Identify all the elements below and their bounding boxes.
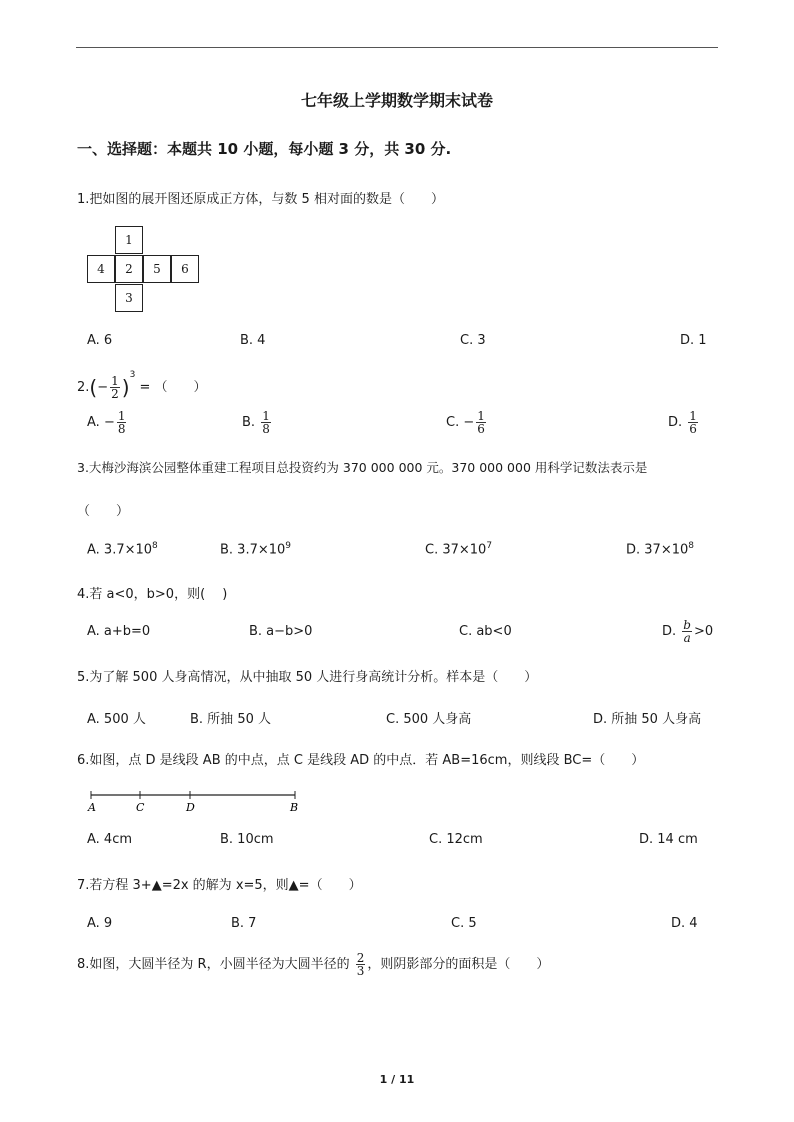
section-heading: 一、选择题：本题共 10 小题，每小题 3 分，共 30 分.	[77, 140, 452, 158]
q2-option-c[interactable]: C. − $\frac{1}{6}$	[446, 409, 485, 436]
q7-option-b[interactable]: B. 7	[231, 916, 257, 931]
label-c: C	[136, 801, 145, 814]
q5-option-c[interactable]: C. 500 人身高	[386, 712, 472, 727]
q3-option-a[interactable]: A. $3.7\times 10^8$	[87, 541, 158, 558]
q1-option-d[interactable]: D. 1	[680, 333, 707, 348]
net-cell-5: 5	[143, 255, 171, 283]
q1-option-b[interactable]: B. 4	[240, 333, 266, 348]
page-title: 七年级上学期数学期末试卷	[300, 91, 493, 110]
q2-exponent: 3	[129, 370, 136, 380]
header-rule	[76, 47, 718, 48]
label-b: B	[290, 801, 299, 814]
q4-option-d[interactable]: D. $\frac{b}{a}$ >0	[662, 618, 714, 645]
q6-option-c[interactable]: C. 12cm	[429, 832, 483, 847]
page-number: 1 / 11	[379, 1073, 415, 1086]
question-3-stem-cont: （ ）	[77, 504, 130, 519]
q2-option-b[interactable]: B. $\frac{1}{8}$	[242, 409, 270, 436]
net-cell-4: 4	[87, 255, 115, 283]
question-2-stem: 2.(− $\frac{1}{2}$ )$^3$ = （ ）	[77, 370, 207, 401]
right-paren: )	[121, 375, 130, 400]
label-a: A	[88, 801, 96, 814]
q1-option-c[interactable]: C. 3	[460, 333, 486, 348]
q5-option-a[interactable]: A. 500 人	[87, 712, 146, 727]
net-cell-top: 1	[115, 226, 143, 254]
question-8-stem: 8.如图，大圆半径为 R，小圆半径为大圆半径的 $\frac{2}{3}$ ，则阴影部分的面积是（ ）	[77, 951, 550, 978]
q3-option-b[interactable]: B. $3.7\times 10^9$	[220, 541, 292, 558]
q7-option-d[interactable]: D. 4	[671, 916, 698, 931]
q5-option-d[interactable]: D. 所抽 50 人身高	[593, 712, 702, 727]
question-6-stem: 6.如图，点 D 是线段 AB 的中点，点 C 是线段 AD 的中点．若 AB=16cm，则线段 BC=（ ）	[77, 753, 645, 768]
left-paren: (	[89, 375, 98, 400]
net-cell-2: 2	[115, 255, 143, 283]
q4-option-a[interactable]: A. a+b=0	[87, 624, 151, 639]
question-1-stem: 1.把如图的展开图还原成正方体，与数 5 相对面的数是（ ）	[77, 192, 444, 207]
question-3-stem: 3.大梅沙海滨公园整体重建工程项目总投资约为 370 000 000 元。370 000 000 用科学记数法表示是	[77, 460, 648, 475]
q2-number: 2.	[77, 380, 90, 395]
q6-option-d[interactable]: D. 14 cm	[639, 832, 698, 847]
q2-option-d[interactable]: D. $\frac{1}{6}$	[668, 409, 697, 436]
label-d: D	[186, 801, 195, 814]
question-7-stem: 7.若方程 3+▲=2x 的解为 x=5，则▲=（ ）	[77, 878, 362, 893]
q4-option-b[interactable]: B. a−b>0	[249, 624, 313, 639]
q7-option-a[interactable]: A. 9	[87, 916, 113, 931]
q2-fraction: $\frac{1}{2}$	[111, 374, 119, 401]
question-5-stem: 5.为了解 500 人身高情况，从中抽取 50 人进行身高统计分析。样本是（ ）	[77, 670, 538, 685]
segment-figure	[85, 789, 305, 815]
q2-tail: = （ ）	[135, 380, 207, 395]
q3-option-c[interactable]: C. $37\times 10^7$	[425, 541, 493, 558]
q6-option-b[interactable]: B. 10cm	[220, 832, 274, 847]
q7-option-c[interactable]: C. 5	[451, 916, 477, 931]
net-cell-bottom: 3	[115, 284, 143, 312]
q3-option-d[interactable]: D. $37\times 10^8$	[626, 541, 694, 558]
q4-option-c[interactable]: C. ab<0	[459, 624, 512, 639]
net-cell-6: 6	[171, 255, 199, 283]
q2-option-a[interactable]: A. − $\frac{1}{8}$	[87, 409, 126, 436]
q1-option-a[interactable]: A. 6	[87, 333, 113, 348]
q5-option-b[interactable]: B. 所抽 50 人	[190, 712, 271, 727]
q6-option-a[interactable]: A. 4cm	[87, 832, 133, 847]
question-4-stem: 4.若 a<0，b>0，则( )	[77, 587, 228, 602]
